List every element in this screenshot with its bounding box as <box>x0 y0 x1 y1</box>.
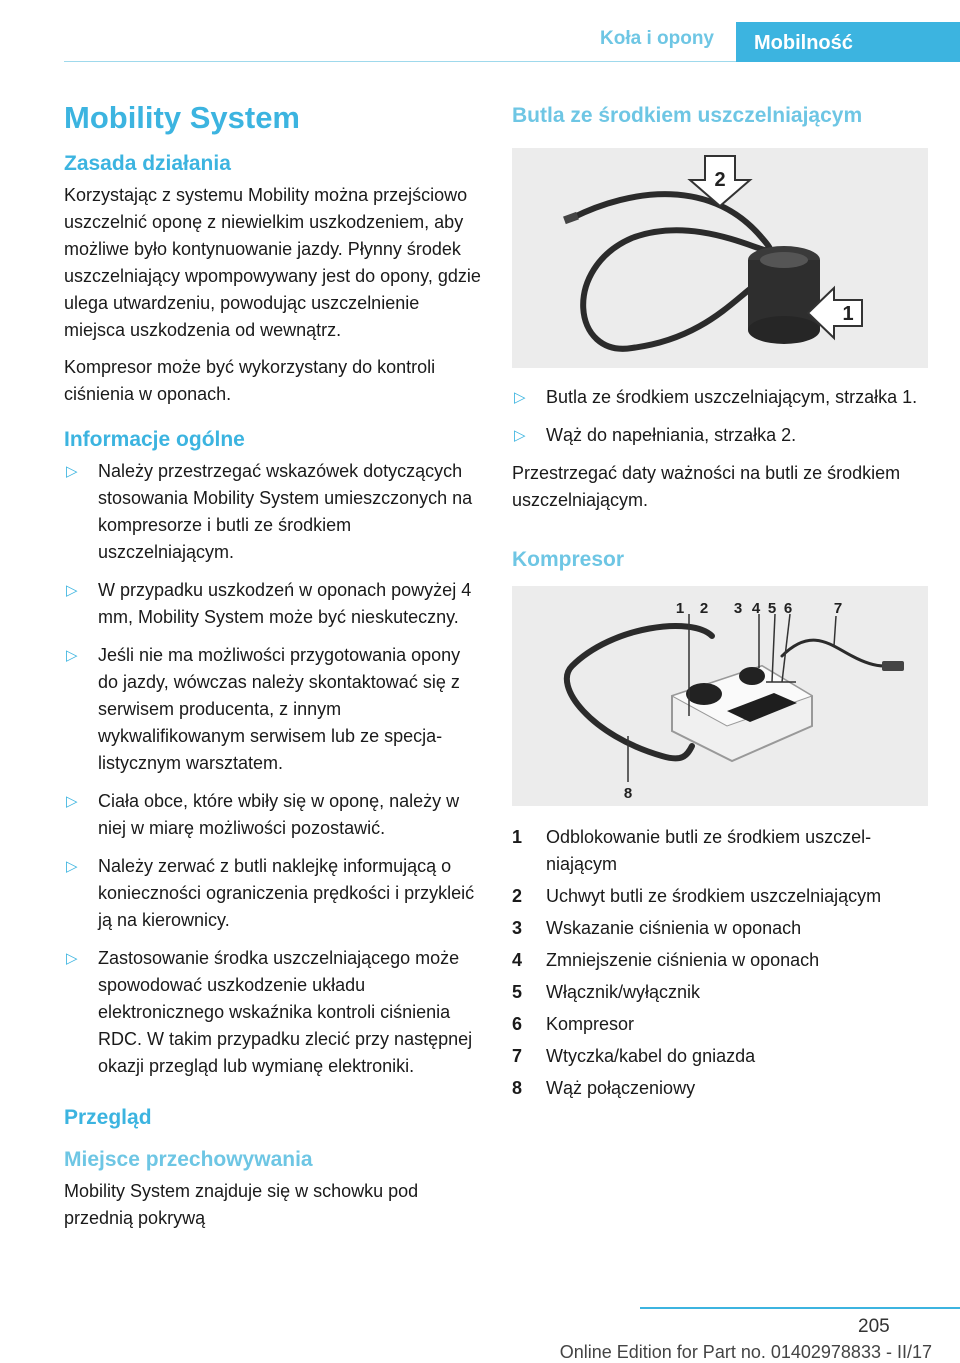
triangle-bullet-icon: ▷ <box>514 389 526 406</box>
general-info-list <box>64 458 484 1080</box>
sealant-bottle-illustration <box>512 148 928 368</box>
compressor-parts-list <box>512 824 932 1102</box>
header-chapter-tab: Mobilność <box>736 22 960 62</box>
edition-footer: Online Edition for Part no. 01402978833 - II/17 <box>559 1342 932 1362</box>
paragraph-expiry: Przestrzegać daty ważności na butli ze środkiem uszczelniającym. <box>512 463 901 510</box>
triangle-bullet-icon: ▷ <box>66 793 78 810</box>
list-item: ▷ Należy przestrzegać wskazówek dotyczących stosowania Mobility System umieszczonych na kompresorze i butli ze środkiem uszczelniającym. <box>64 458 484 566</box>
figure-label-1: 1 <box>842 303 854 325</box>
list-item: ▷ Ciała obce, które wbiły się w oponę, należy w niej w miarę możliwości pozostawić. <box>64 788 484 842</box>
heading-overview: Przegląd <box>64 1106 152 1129</box>
figure-label-6: 6 <box>783 600 793 617</box>
heading-compressor: Kompresor <box>512 548 625 571</box>
triangle-bullet-icon: ▷ <box>514 427 526 444</box>
page-number: 205 <box>858 1316 890 1337</box>
paragraph-compressor-use: Kompresor może być wykorzystany do kontroli ciśnienia w oponach. <box>64 357 436 404</box>
list-item: ▷ Butla ze środkiem uszczelniającym, strzałka 1. <box>512 384 932 411</box>
list-item: ▷ W przypadku uszkodzeń w oponach powyżej 4 mm, Mobility System może być nieskuteczny. <box>64 577 484 631</box>
paragraph-storage: Mobility System znajduje się w schowku pod przednią pokrywą <box>64 1181 419 1228</box>
list-item: ▷ Wąż do napełniania, strzałka 2. <box>512 422 932 449</box>
triangle-bullet-icon: ▷ <box>66 950 78 967</box>
list-item: 1 Odblokowanie butli ze środkiem uszczelniającym <box>512 827 872 874</box>
triangle-bullet-icon: ▷ <box>66 582 78 599</box>
figure-label-1: 1 <box>675 600 685 617</box>
right-column <box>512 100 932 1107</box>
figure-label-8: 8 <box>623 785 633 802</box>
list-item: ▷ Zastosowanie środka uszczelniającego może spowodować uszkodzenie układu elektronicznego wskaźnika kontroli ciśnienia RDC. W takim przypadku zlecić przy następnej okazji przegląd lub wymianę elektroniki. <box>64 945 484 1080</box>
triangle-bullet-icon: ▷ <box>66 858 78 875</box>
list-item: 6 Kompresor <box>512 1014 635 1034</box>
list-item: 2 Uchwyt butli ze środkiem uszczelniającym <box>512 886 882 906</box>
heading-storage: Miejsce przechowywania <box>64 1148 313 1171</box>
list-item: 8 Wąż połączeniowy <box>512 1078 696 1098</box>
list-item: 4 Zmniejszenie ciśnienia w oponach <box>512 950 820 970</box>
footer-divider <box>640 1307 960 1309</box>
compressor-illustration <box>512 586 928 806</box>
list-item: 7 Wtyczka/kabel do gniazda <box>512 1046 756 1066</box>
figure-label-3: 3 <box>733 600 743 617</box>
left-column <box>64 100 484 1242</box>
figure-label-2: 2 <box>699 600 709 617</box>
list-item: 5 Włącznik/wyłącznik <box>512 982 701 1002</box>
page-title: Mobility System <box>64 100 300 135</box>
header-section-title: Koła i opony <box>600 28 714 49</box>
figure-label-5: 5 <box>767 600 777 617</box>
figure-label-4: 4 <box>751 600 761 617</box>
paragraph-principle: Korzystając z systemu Mobility można przejściowo uszczelnić oponę z niewielkim uszkodzeniem, aby możliwe było kontynuowanie jazdy. Płynny środek uszczelniający wpompowywany jest do opony, gdzie ulega utwardzeniu, powodując uszczelnienie miejsca uszkodzenia od wewnątrz. <box>64 185 481 340</box>
compressor-figure <box>512 586 928 806</box>
triangle-bullet-icon: ▷ <box>66 463 78 480</box>
list-item: ▷ Jeśli nie ma możliwości przygotowania opony do jazdy, wówczas należy skontaktować się z serwisem producenta, z innym wykwalifikowanym serwisem lub ze specjalistycznym warsztatem. <box>64 642 484 777</box>
sealant-bottle-list <box>512 384 932 449</box>
heading-principle: Zasada działania <box>64 152 231 175</box>
heading-general-info: Informacje ogólne <box>64 428 245 451</box>
heading-sealant-bottle: Butla ze środkiem uszczelniającym <box>512 104 863 127</box>
sealant-bottle-figure <box>512 148 928 368</box>
triangle-bullet-icon: ▷ <box>66 647 78 664</box>
figure-label-7: 7 <box>833 600 843 617</box>
list-item: ▷ Należy zerwać z butli naklejkę informującą o konieczności ograniczenia prędkości i przykleić ją na kierownicy. <box>64 853 484 934</box>
list-item: 3 Wskazanie ciśnienia w oponach <box>512 918 802 938</box>
figure-label-2: 2 <box>714 169 726 191</box>
